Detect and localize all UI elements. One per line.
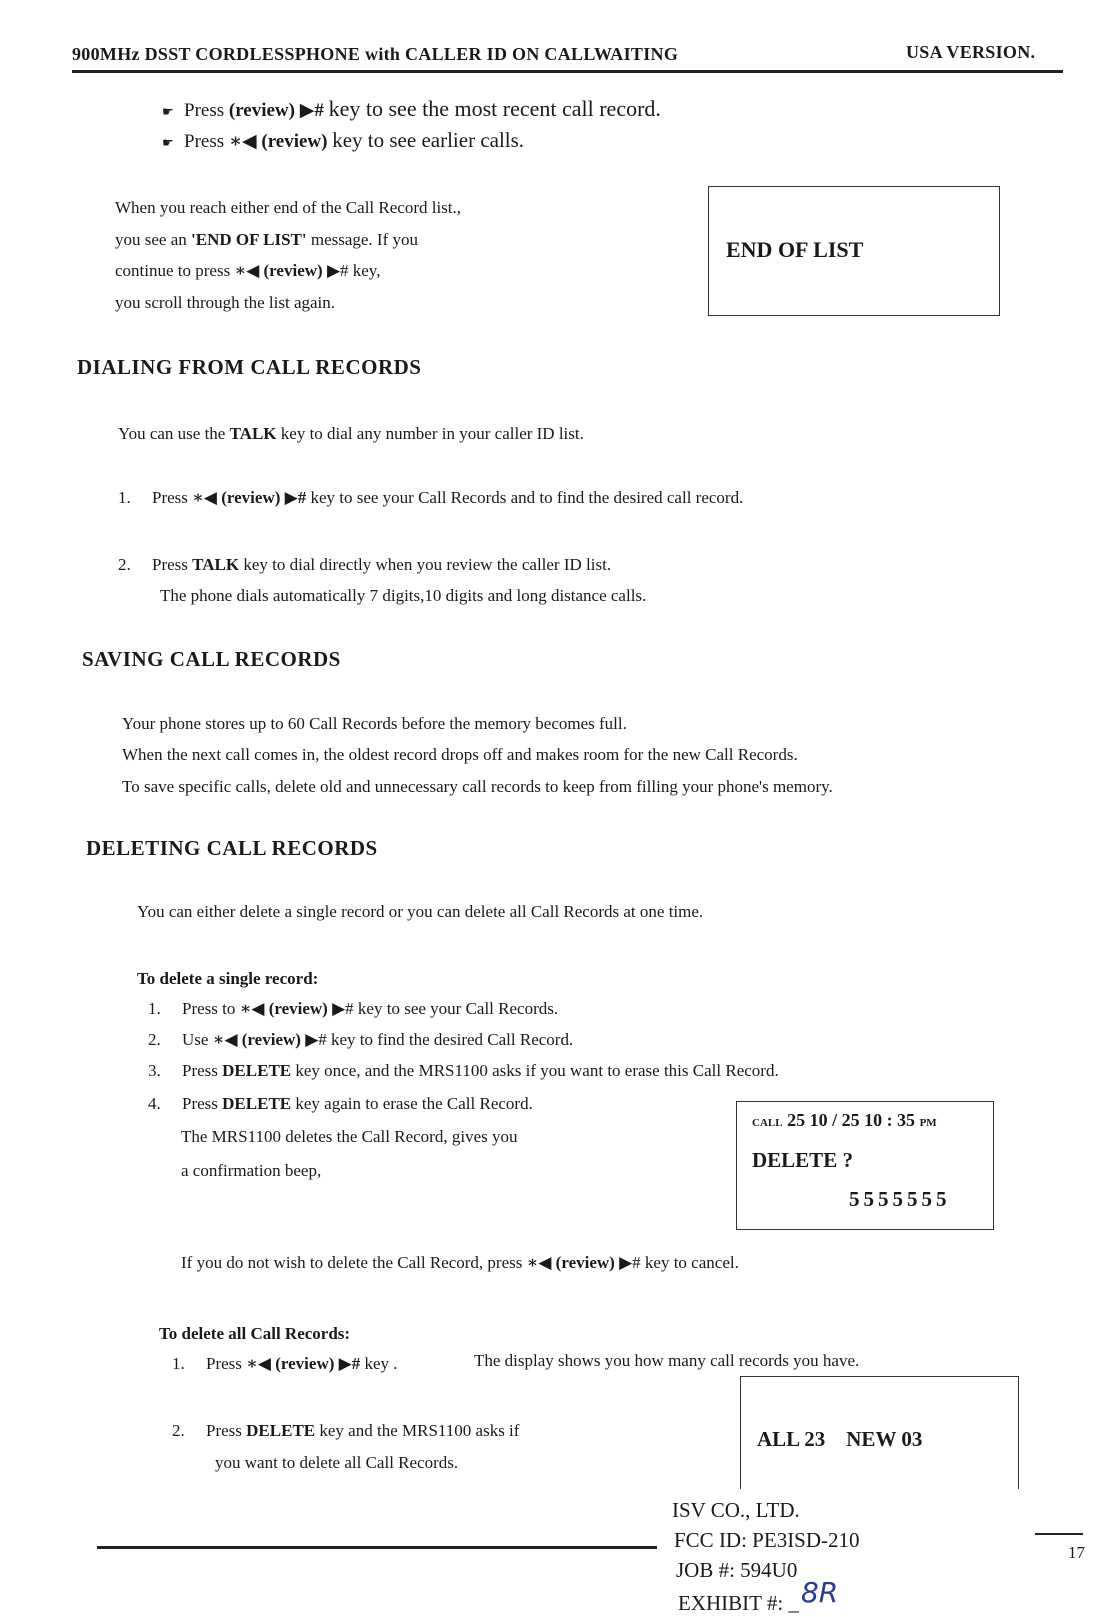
dialing-step-2-note: The phone dials automatically 7 digits,10 digits and long distance calls.	[160, 586, 647, 605]
dialing-intro: You can use the TALK key to dial any number in your caller ID list.	[118, 424, 584, 443]
display-record-counts: ALL 23 NEW 03	[757, 1427, 923, 1451]
document-title: 900MHz DSST CORDLESSPHONE with CALLER ID ON CALLWAITING	[72, 44, 679, 64]
end-of-list-display-text: END OF LIST	[726, 237, 864, 262]
pointing-hand-icon: ☛	[162, 135, 174, 150]
intro-line-earlier: ☛ Press ∗◀ (review) key to see earlier calls.	[162, 128, 525, 152]
saving-heading: SAVING CALL RECORDS	[82, 647, 341, 671]
delete-all-step-2-note: you want to delete all Call Records.	[215, 1453, 459, 1472]
end-of-list-paragraph-2: you see an 'END OF LIST' message. If you	[115, 230, 419, 249]
delete-all-display	[740, 1376, 1019, 1489]
end-of-list-paragraph-1: When you reach either end of the Call Record list.,	[115, 198, 462, 217]
saving-paragraph-3: To save specific calls, delete old and unnecessary call records to keep from filling your phone's memory.	[122, 777, 833, 796]
display-phone-number: 5555555	[849, 1187, 951, 1211]
delete-single-step-2: 2. Use ∗◀ (review) ▶# key to find the desired Call Record.	[148, 1030, 574, 1049]
delete-single-step-4: 4. Press DELETE key again to erase the Call Record.	[148, 1094, 533, 1113]
delete-single-title: To delete a single record:	[137, 969, 319, 988]
display-call-datetime: CALL 25 10 / 25 10 : 35 PM	[752, 1110, 937, 1130]
footer-rule-left	[97, 1546, 657, 1549]
end-of-list-paragraph-4: you scroll through the list again.	[115, 293, 336, 312]
delete-all-step-1: 1. Press ∗◀ (review) ▶# key .	[172, 1354, 398, 1373]
delete-single-step-4-note-2: a confirmation beep,	[181, 1161, 322, 1180]
end-of-list-display	[708, 186, 1000, 316]
page-number: 17	[1068, 1543, 1085, 1562]
end-of-list-paragraph-3: continue to press ∗◀ (review) ▶# key,	[115, 261, 381, 280]
header-rule	[72, 70, 1063, 73]
dialing-step-2: 2. Press TALK key to dial directly when you review the caller ID list.	[118, 555, 612, 574]
delete-single-step-3: 3. Press DELETE key once, and the MRS1100 asks if you want to erase this Call Record.	[148, 1061, 779, 1080]
delete-single-step-4-note-1: The MRS1100 deletes the Call Record, gives you	[181, 1127, 518, 1146]
saving-paragraph-1: Your phone stores up to 60 Call Records before the memory becomes full.	[122, 714, 627, 733]
dialing-step-1: 1. Press ∗◀ (review) ▶# key to see your Call Records and to find the desired call record.	[118, 488, 744, 507]
company-name: ISV CO., LTD.	[672, 1498, 800, 1522]
fcc-id: FCC ID: PE3ISD-210	[674, 1528, 860, 1552]
delete-cancel-note: If you do not wish to delete the Call Record, press ∗◀ (review) ▶# key to cancel.	[181, 1253, 739, 1272]
deleting-intro: You can either delete a single record or you can delete all Call Records at one time.	[137, 902, 704, 921]
delete-confirm-display	[736, 1101, 994, 1230]
intro-line-recent: ☛ Press (review) ▶# key to see the most recent call record.	[162, 96, 661, 121]
exhibit-number: EXHIBIT #: _8R	[678, 1576, 839, 1615]
delete-all-step-2: 2. Press DELETE key and the MRS1100 asks if	[172, 1421, 520, 1440]
delete-all-title: To delete all Call Records:	[159, 1324, 351, 1343]
job-number: JOB #: 594U0	[676, 1558, 798, 1582]
display-delete-prompt: DELETE ?	[752, 1148, 853, 1172]
exhibit-handwritten-value: 8R	[800, 1576, 839, 1609]
deleting-heading: DELETING CALL RECORDS	[86, 836, 378, 860]
delete-single-step-1: 1. Press to ∗◀ (review) ▶# key to see your Call Records.	[148, 999, 559, 1018]
footer-rule-right	[1035, 1533, 1083, 1535]
saving-paragraph-2: When the next call comes in, the oldest record drops off and makes room for the new Call Records.	[122, 745, 798, 764]
version-label: USA VERSION.	[906, 42, 1036, 62]
dialing-heading: DIALING FROM CALL RECORDS	[77, 355, 422, 379]
delete-all-step-1-display-note: The display shows you how many call records you have.	[474, 1351, 860, 1370]
pointing-hand-icon: ☛	[162, 104, 174, 119]
